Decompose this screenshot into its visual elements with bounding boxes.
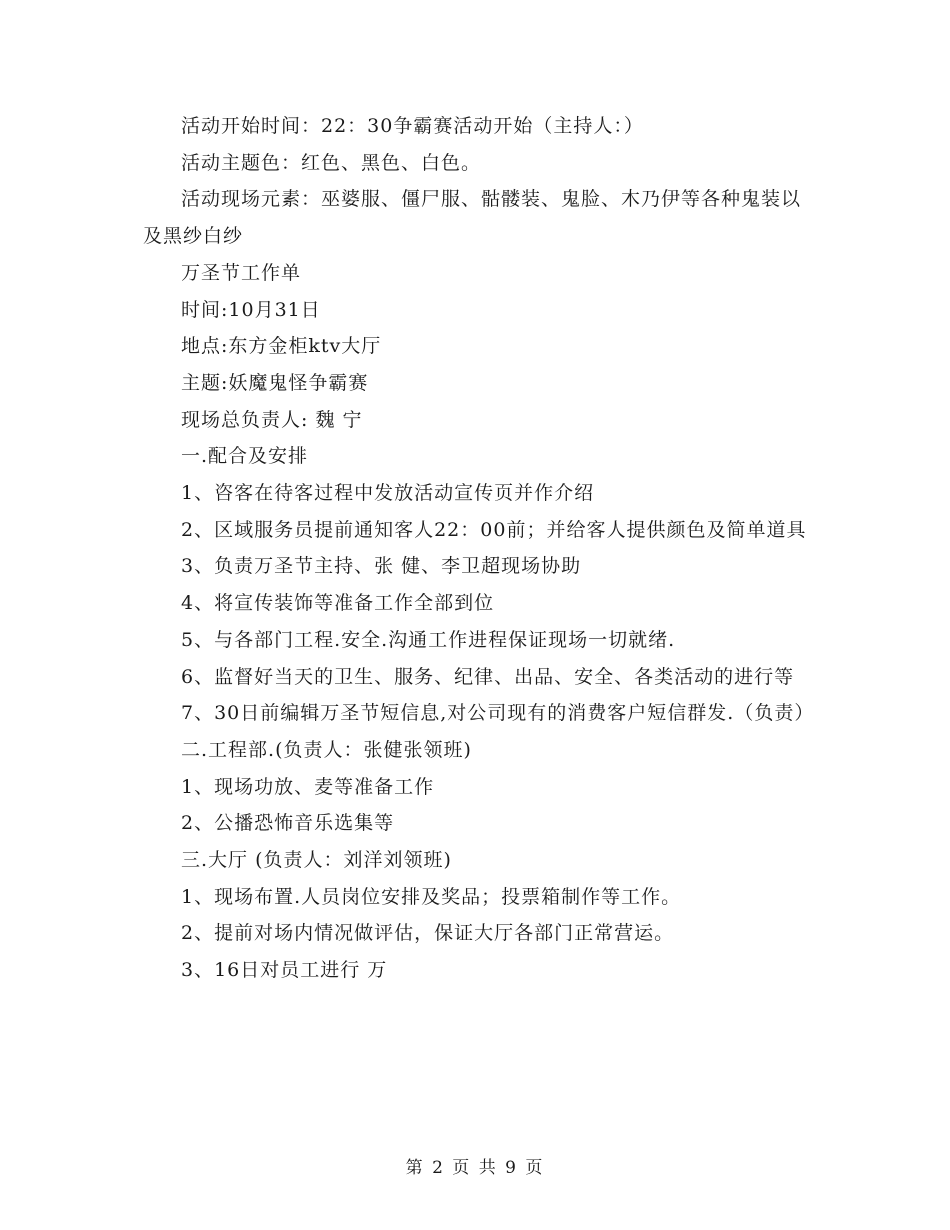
list-item: 3、负责万圣节主持、张 健、李卫超现场协助 — [181, 555, 582, 578]
document-body — [143, 108, 815, 989]
list-item: 1、咨客在待客过程中发放活动宣传页并作介绍 — [181, 482, 595, 505]
list-item: 3、16日对员工进行 万 — [181, 959, 388, 982]
list-item: 2、提前对场内情况做评估，保证大厅各部门正常营运。 — [181, 922, 675, 945]
paragraph-date: 时间:10月31日 — [181, 298, 321, 321]
paragraph-theme-colors: 活动主题色：红色、黑色、白色。 — [181, 151, 482, 174]
paragraph-scene-elements: 活动现场元素：巫婆服、僵尸服、骷髅装、鬼脸、木乃伊等各种鬼装以及黑纱白纱 — [143, 188, 802, 248]
paragraph-manager: 现场总负责人: 魏 宁 — [181, 408, 363, 431]
section-heading-hall: 三.大厅 (负责人：刘洋刘领班) — [181, 849, 452, 872]
list-item: 6、监督好当天的卫生、服务、纪律、出品、安全、各类活动的进行等 — [181, 665, 795, 688]
section-heading-engineering: 二.工程部.(负责人：张健张领班) — [181, 738, 472, 761]
paragraph-theme: 主题:妖魔鬼怪争霸赛 — [181, 371, 369, 394]
list-item: 2、公播恐怖音乐选集等 — [181, 812, 395, 835]
paragraph-location: 地点:东方金柜ktv大厅 — [181, 335, 382, 358]
list-item: 4、将宣传装饰等准备工作全部到位 — [181, 592, 495, 615]
list-item: 1、现场布置.人员岗位安排及奖品；投票箱制作等工作。 — [181, 885, 682, 908]
page-number-footer: 第 2 页 共 9 页 — [405, 1158, 545, 1178]
list-item: 7、30日前编辑万圣节短信息,对公司现有的消费客户短信群发.（负责） — [181, 702, 815, 725]
list-item: 1、现场功放、麦等准备工作 — [181, 775, 435, 798]
list-item: 5、与各部门工程.安全.沟通工作进程保证现场一切就绪. — [181, 628, 676, 651]
list-item: 2、区域服务员提前通知客人22：00前；并给客人提供颜色及简单道具 — [181, 518, 807, 541]
paragraph-work-order-title: 万圣节工作单 — [181, 261, 302, 284]
section-heading-coordination: 一.配合及安排 — [181, 445, 309, 468]
paragraph-start-time: 活动开始时间：22：30争霸赛活动开始（主持人：） — [181, 115, 644, 137]
